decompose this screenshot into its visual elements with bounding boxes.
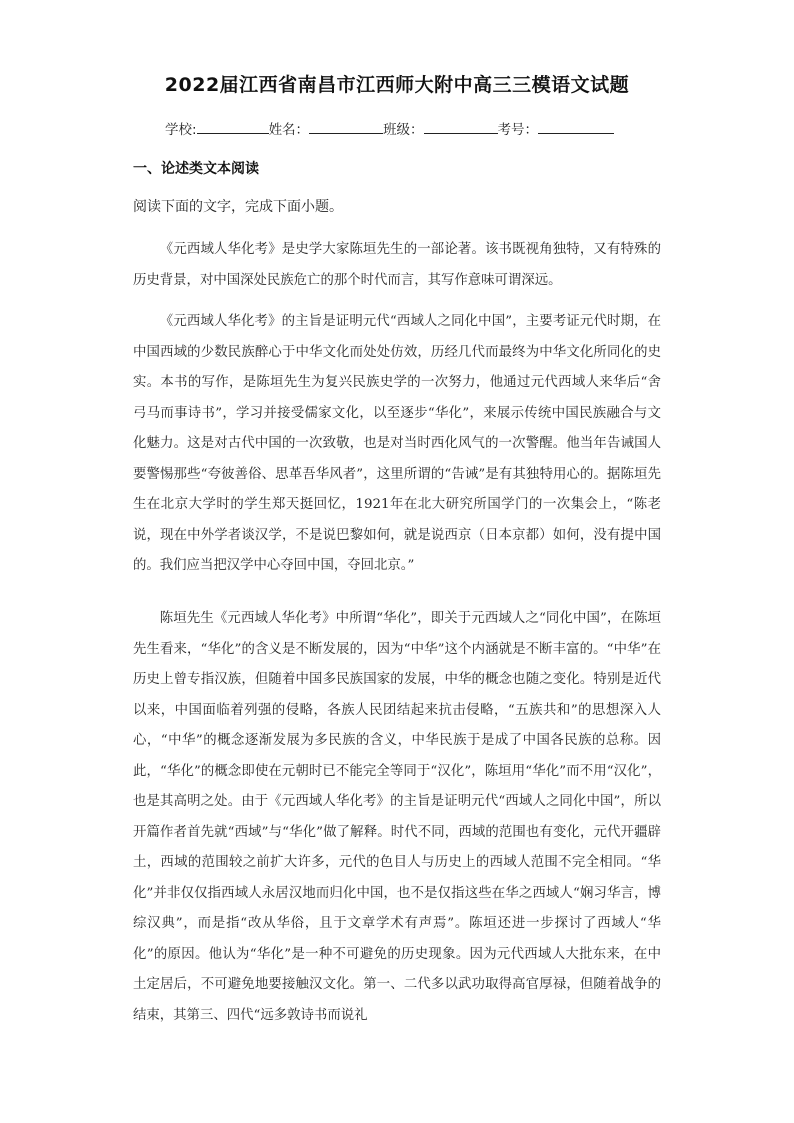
document-title: 2022届江西省南昌市江西师大附中高三三模语文试题 <box>164 74 630 96</box>
class-label: 班级： <box>383 122 424 138</box>
name-blank <box>309 121 383 134</box>
section-heading: 一、论述类文本阅读 <box>133 161 259 177</box>
student-info-line <box>165 118 614 138</box>
school-blank <box>197 121 269 134</box>
paragraph-2: 《元西域人华化考》的主旨是证明元代“西域人之同化中国”，主要考证元代时期，在中国西域的少数民族醉心于中华文化而处处仿效，历经几代而最终为中华文化所同化的史实。本书的写作，是陈垣先生为复兴民族史学的一次努力，他通过元代西域人来华后“舍弓马而事诗书”，学习并接受儒家文化，以至逐步“华化”，来展示传统中国民族融合与文化魅力。这是对古代中国的一次致敬，也是对当时西化风气的一次警醒。他当年告诫国人要警惕那些“夸彼善俗、思革吾华风者”，这里所谓的“告诫”是有其独特用心的。据陈垣先生在北京大学时的学生郑天挺回忆，1921年在北大研究所国学门的一次集会上，“陈老说，现在中外学者谈汉学，不是说巴黎如何，就是说西京（日本京都）如何，没有提中国的。我们应当把汉学中心夺回中国，夺回北京。” <box>133 314 661 573</box>
exam-no-label: 考号： <box>497 122 539 138</box>
name-label: 姓名： <box>268 122 310 138</box>
paragraph-3: 陈垣先生《元西域人华化考》中所谓“华化”，即关于元西域人之“同化中国”，在陈垣先生看来，“华化”的含义是不断发展的，因为“中华”这个内涵就是不断丰富的。“中华”在历史上曾专指汉族，但随着中国多民族国家的发展，中华的概念也随之变化。特别是近代以来，中国面临着列强的侵略，各族人民团结起来抗击侵略，“五族共和”的思想深入人心，“中华”的概念逐渐发展为多民族的含义，中华民族于是成了中国各民族的总称。因此，“华化”的概念即使在元朝时已不能完全等同于“汉化”，陈垣用“华化”而不用“汉化”，也是其高明之处。由于《元西域人华化考》的主旨是证明元代“西域人之同化中国”，所以开篇作者首先就“西域”与“华化”做了解释。时代不同，西域的范围也有变化，元代开疆辟土，西域的范围较之前扩大许多，元代的色目人与历史上的西域人范围不完全相同。“华化”并非仅仅指西域人永居汉地而归化中国，也不是仅指这些在华之西域人“娴习华言，博综汉典”，而是指“改从华俗，且于文章学术有声焉”。陈垣还进一步探讨了西域人“华化”的原因。他认为“华化”是一种不可避免的历史现象。因为元代西域人大批东来，在中土定居后，不可避免地要接触汉文化。第一、二代多以武功取得高官厚禄，但随着战争的结束，其第三、四代“远多敦诗书而说礼 <box>133 611 661 1023</box>
exam-no-blank <box>538 121 614 134</box>
class-blank <box>424 121 498 134</box>
reading-instruction: 阅读下面的文字，完成下面小题。 <box>133 199 343 215</box>
paragraph-1: 《元西域人华化考》是史学大家陈垣先生的一部论著。该书既视角独特，又有特殊的历史背景，对中国深处民族危亡的那个时代而言，其写作意味可谓深远。 <box>133 242 661 288</box>
school-label: 学校: <box>165 122 197 138</box>
